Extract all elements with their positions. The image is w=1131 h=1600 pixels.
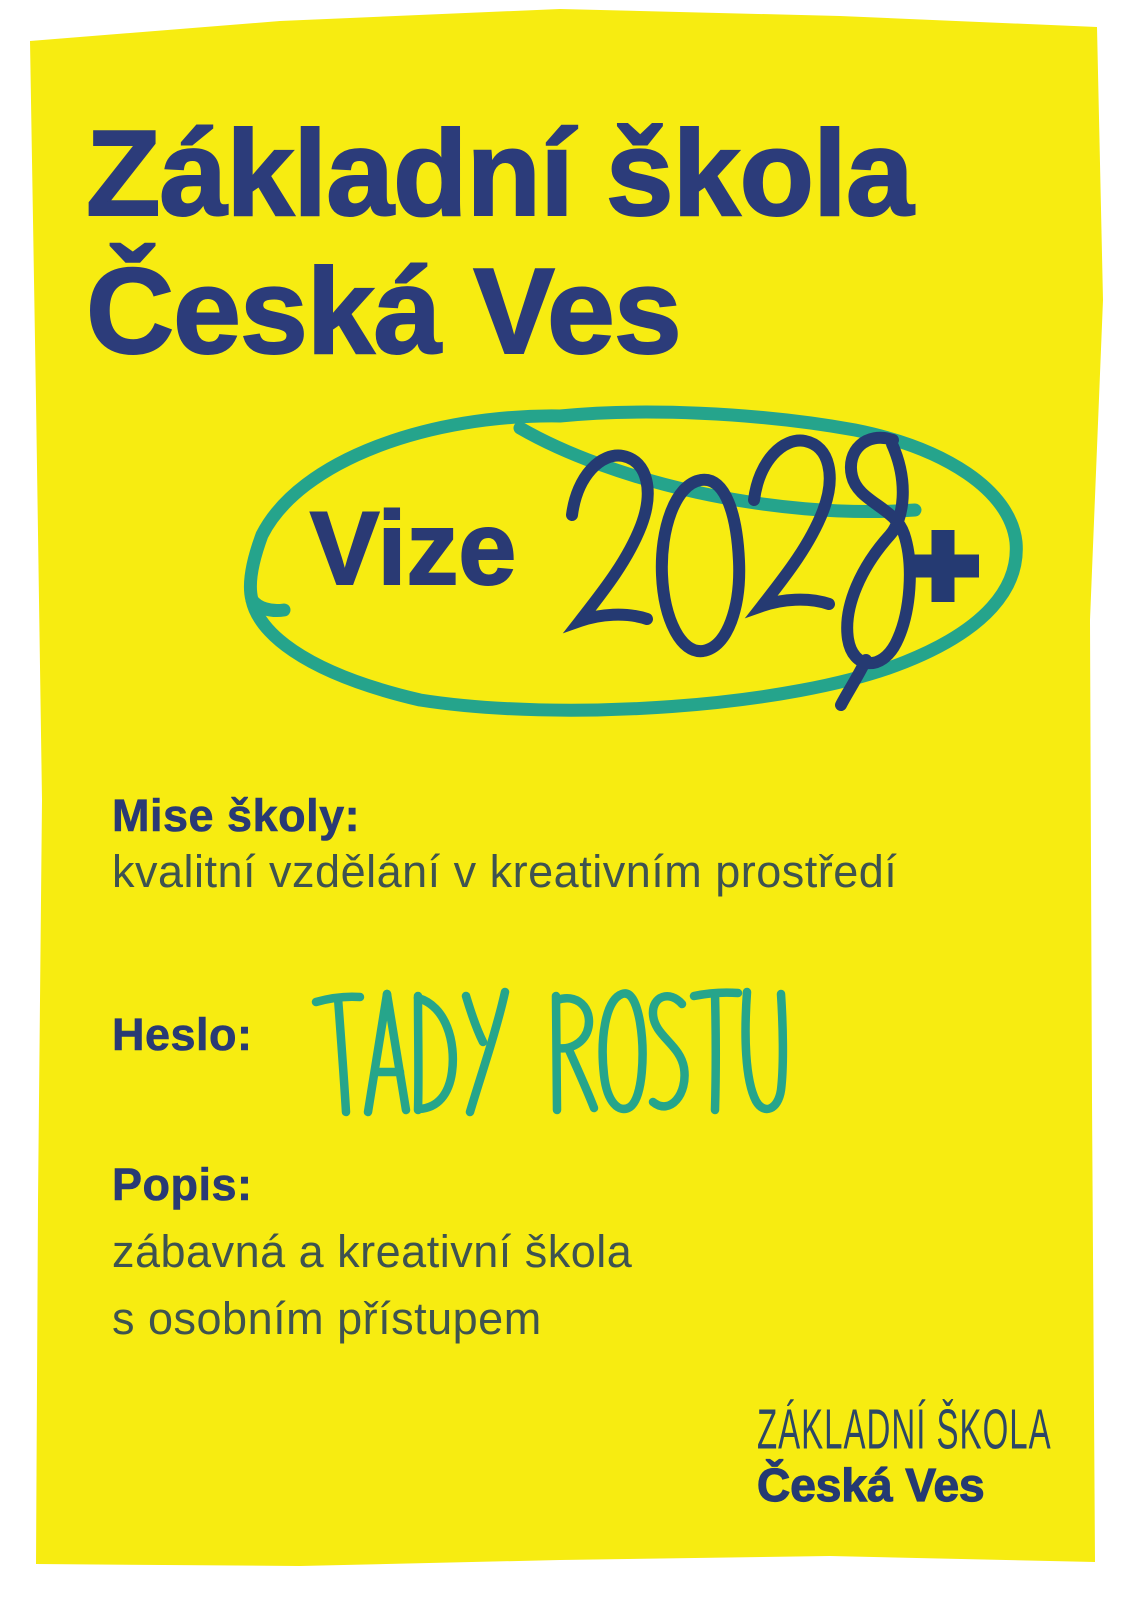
description-line2: s osobním přístupem: [112, 1293, 542, 1344]
plus-icon: [907, 530, 979, 602]
page-title-line1: Základní škola: [86, 105, 913, 241]
description-label: Popis:: [112, 1159, 253, 1210]
motto-handwritten: [306, 980, 784, 1125]
page-title-line2: Česká Ves: [86, 243, 681, 379]
vize-label: Vize: [310, 491, 517, 607]
motto-label: Heslo:: [112, 1009, 253, 1060]
description-line1: zábavná a kreativní škola: [112, 1226, 633, 1277]
logo-handwritten-line: ZÁKLADNÍ ŠKOLA: [757, 1397, 1052, 1461]
page-title: [86, 104, 913, 380]
mission-label: Mise školy:: [112, 790, 361, 841]
logo-bold-line: Česká Ves: [757, 1459, 985, 1511]
mission-text: kvalitní vzdělání v kreativním prostředí: [112, 846, 898, 897]
year-2028-handwritten: [545, 420, 1015, 720]
description-text: [112, 1218, 632, 1352]
